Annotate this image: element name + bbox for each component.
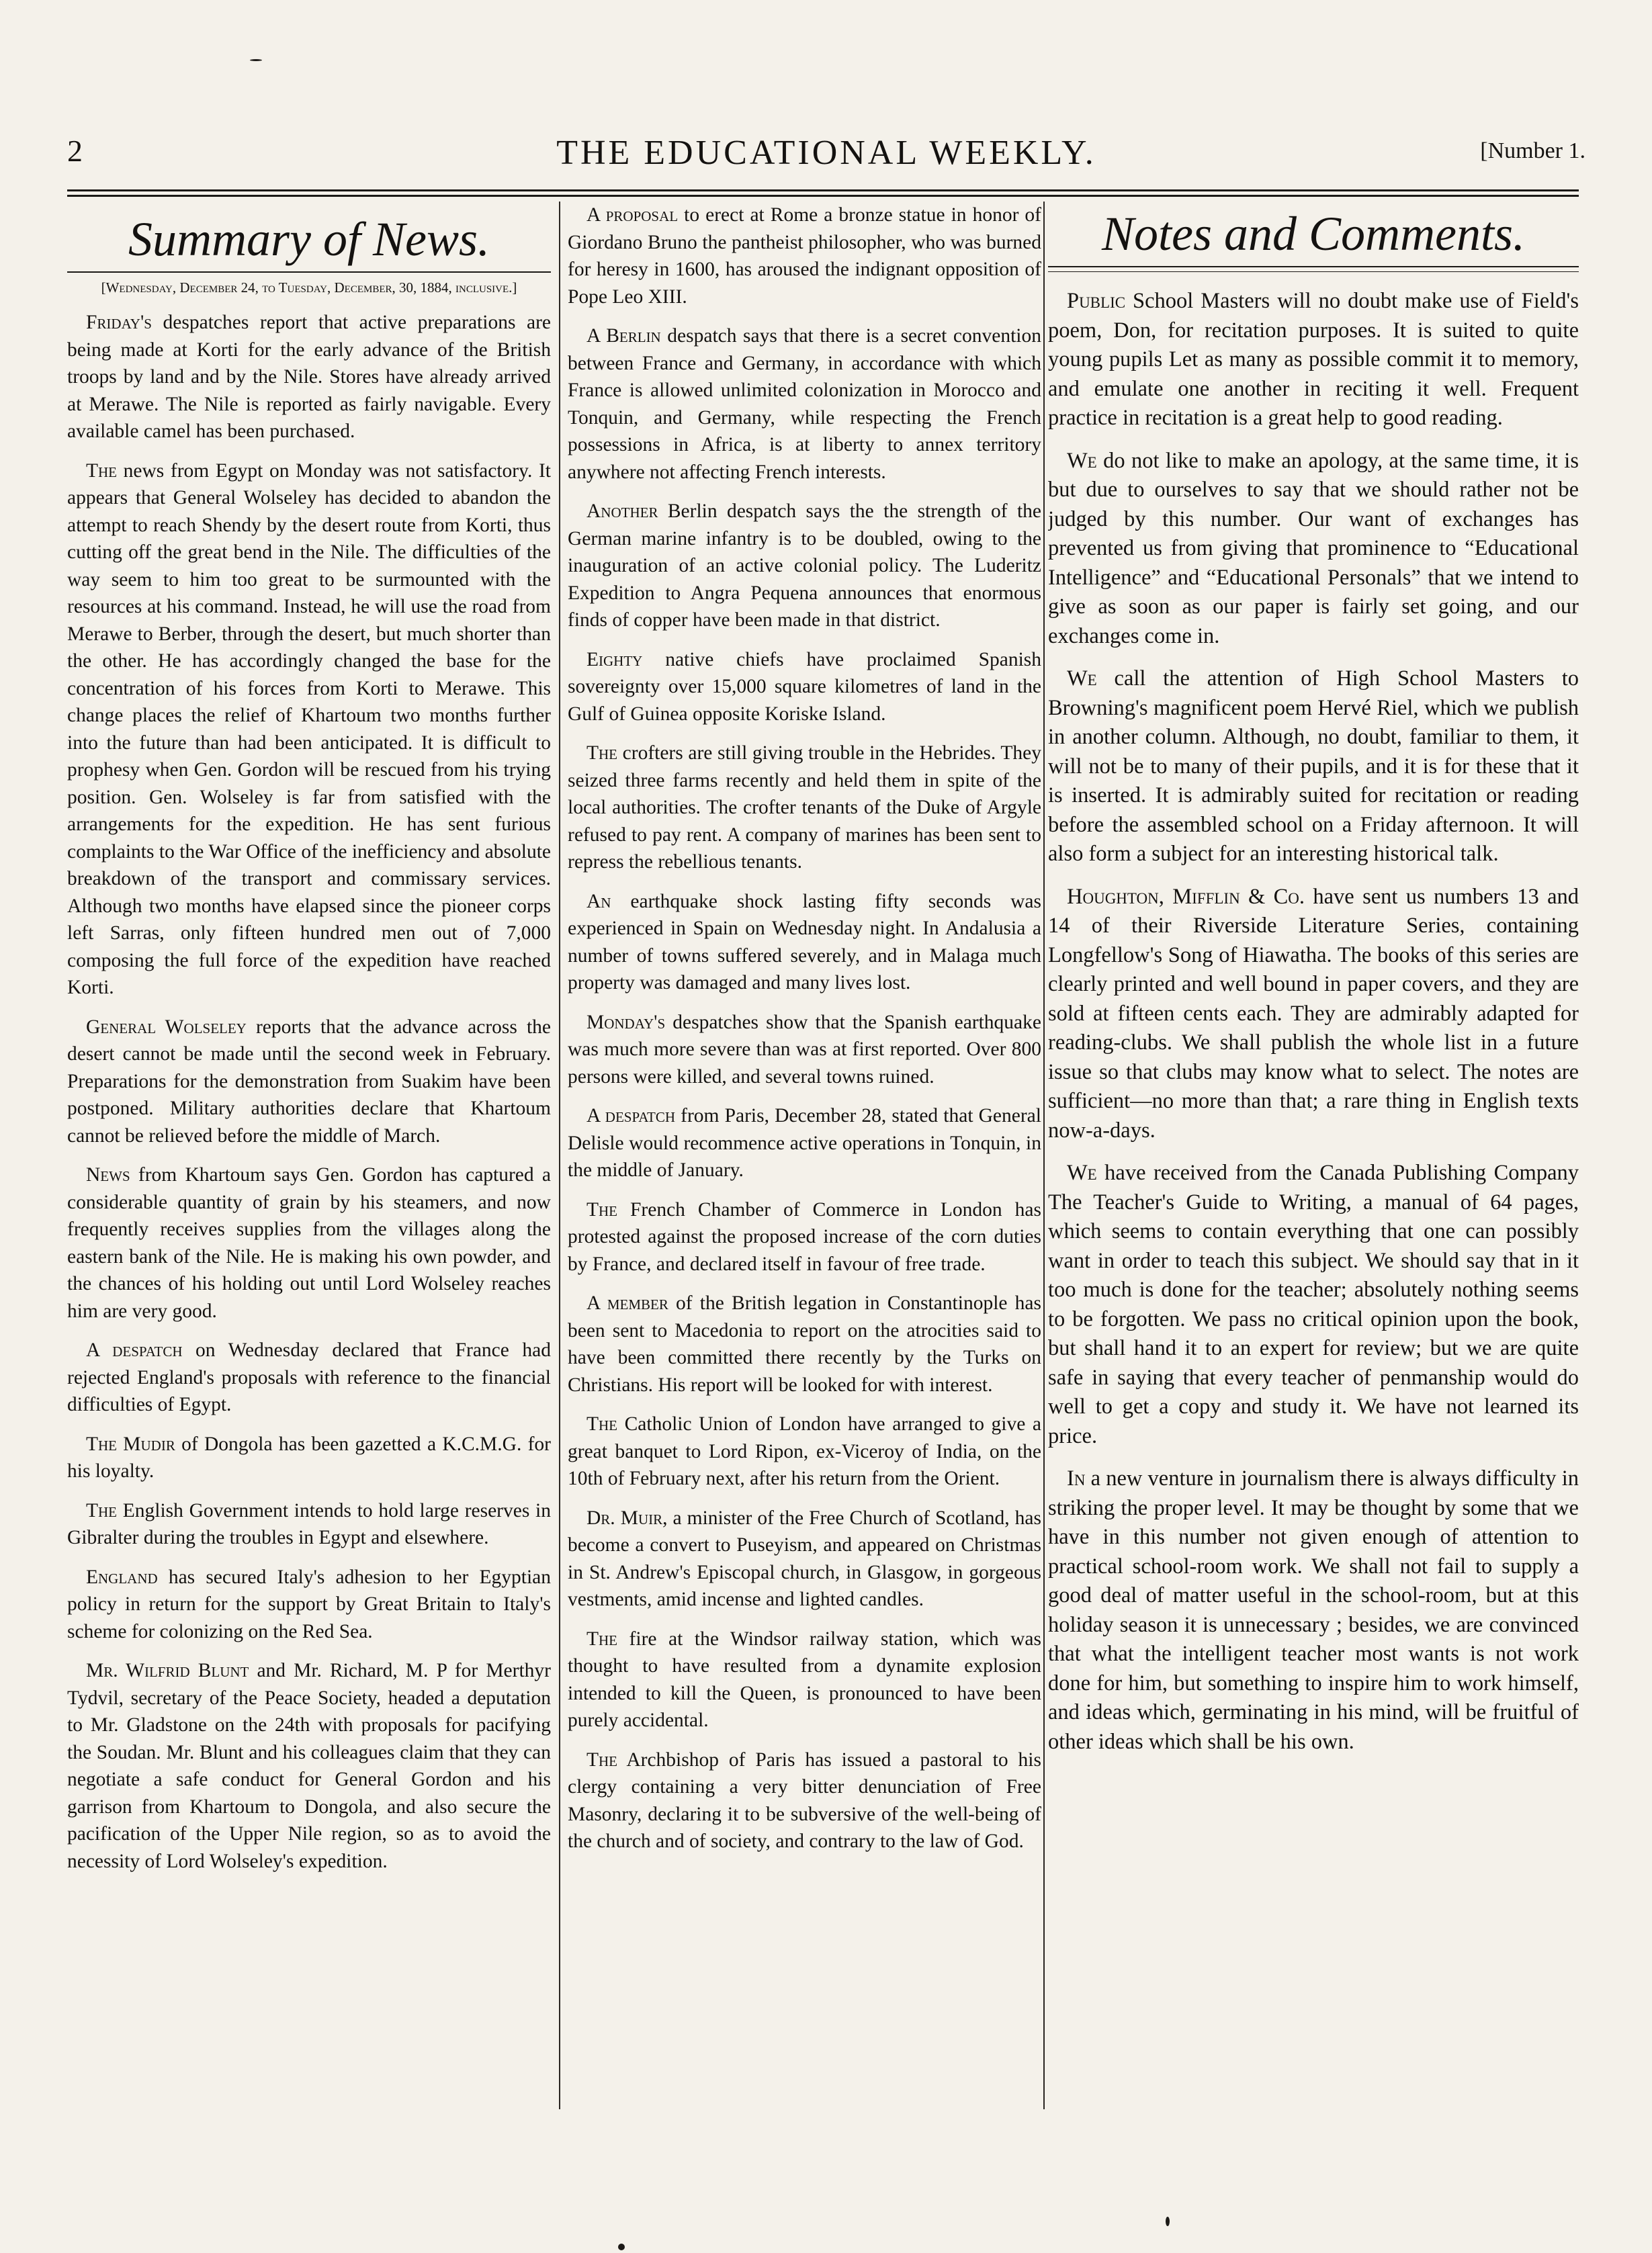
news-paragraph: [1048, 883, 1579, 1146]
paragraph-text: English Government intends to hold large reserves in Gibralter during the troubles in Egypt and elsewhere.: [67, 1499, 551, 1548]
dateline: [Wednesday, December 24, to Tuesday, December, 30, 1884, inclusive.]: [101, 279, 517, 296]
paragraph-lead: A proposal: [586, 204, 679, 226]
news-paragraph: [568, 1411, 1041, 1493]
print-speck: [618, 2244, 625, 2250]
paragraph-text: French Chamber of Commerce in London has protested against the proposed increase of the corn duties by France, and declared itself in favour of free trade.: [568, 1198, 1041, 1275]
paragraph-lead: An: [586, 890, 611, 912]
news-paragraph: [568, 1196, 1041, 1278]
page-number: 2: [67, 134, 83, 168]
news-paragraph: [67, 1014, 551, 1150]
news-continued-column: [568, 202, 1041, 2123]
column-heading: Notes and Comments.: [1102, 207, 1525, 261]
paragraph-text: native chiefs have proclaimed Spanish sovereignty over 15,000 square kilometres of land in the Gulf of Guinea opposite Koriske Island.: [568, 648, 1041, 725]
header-rule-top: [67, 189, 1579, 191]
news-paragraph: [568, 646, 1041, 728]
paragraph-text: call the attention of High School Masters to Browning's magnificent poem Hervé Riel, which we publish in another column. Although, no doubt, familiar to them, it will not be to many of their pupils, and it is for these that it is inserted. It is admirably suited for recitation or reading before the assembled school on a Friday afternoon. It will also form a subject for an interesting historical talk.: [1048, 666, 1579, 866]
paragraph-lead: We: [1067, 448, 1097, 473]
heading-rule: [67, 271, 551, 273]
paragraph-lead: Another: [586, 500, 658, 522]
heading-rule-thin: [1048, 271, 1579, 272]
paragraph-lead: The: [586, 742, 618, 764]
paragraph-lead: Friday's: [86, 312, 152, 333]
paragraph-lead: The: [586, 1749, 618, 1771]
paragraph-text: School Masters will no doubt make use of Field's poem, Don, for recitation purposes. It is suited to quite young pupils Let as many as possible commit it to memory, and emulate one another in reciting it well. Frequent practice in recitation is a great help to good reading.: [1048, 289, 1579, 430]
paragraph-lead: The Mudir: [86, 1433, 175, 1455]
paragraph-text: earthquake shock lasting fifty seconds was experienced in Spain on Wednesday night. In Andalusia a number of towns suffered severely, and in Malaga much property was damaged and many lives lost.: [568, 890, 1041, 993]
paragraph-lead: Dr. Muir,: [586, 1507, 668, 1529]
paragraph-text: from Khartoum says Gen. Gordon has captured a considerable quantity of grain by his steamers, and now frequently receives supplies from the villages along the eastern bank of the Nile. He is making his own powder, and the chances of his holding out until Lord Wolseley reaches him are very good.: [67, 1164, 551, 1322]
column-heading: Summary of News.: [128, 212, 490, 266]
news-paragraph: [568, 1505, 1041, 1614]
news-paragraph: [67, 1337, 551, 1419]
paragraph-lead: The: [586, 1198, 618, 1221]
paragraph-lead: The: [86, 1499, 118, 1521]
paragraph-lead: England: [86, 1566, 158, 1588]
news-paragraph: [568, 1290, 1041, 1399]
print-speck: [1166, 2217, 1170, 2226]
news-paragraph: [568, 322, 1041, 486]
paragraph-lead: We: [1067, 1161, 1097, 1185]
news-paragraph: [568, 740, 1041, 876]
news-paragraph: [1048, 1159, 1579, 1451]
paragraph-lead: We: [1067, 666, 1097, 691]
paragraph-text: have sent us numbers 13 and 14 of their Riverside Literature Series, containing Longfellow's Song of Hiawatha. The books of this series are clearly printed and well bound in paper covers, and they are sold at fifteen cents each. They are admirably adapted for reading-clubs. We shall publish the whole list in a future issue so that clubs may know what to select. The notes are sufficient—no more than that; a rare thing in English texts now-a-days.: [1048, 884, 1579, 1143]
news-paragraph: [67, 1431, 551, 1485]
news-paragraph: [568, 1626, 1041, 1734]
paragraph-text: from Paris, December 28, stated that General Delisle would recommence active operations in Tonquin, in the middle of January.: [568, 1105, 1041, 1181]
news-paragraph: [67, 1657, 551, 1875]
paragraph-lead: Houghton, Mifflin & Co.: [1067, 884, 1305, 909]
paragraph-lead: The: [586, 1628, 618, 1650]
news-paragraph: [568, 888, 1041, 997]
news-paragraph: [1048, 1464, 1579, 1757]
header-rule-bottom: [67, 195, 1579, 197]
paragraph-text: despatches show that the Spanish earthquake was much more severe than was at first reported. Over 800 persons were killed, and several towns ruined.: [568, 1011, 1041, 1088]
paragraph-text: Archbishop of Paris has issued a pastoral to his clergy containing a very bitter denunciation of Free Masonry, declaring it to be subversive of the well-being of the church and of society, and contrary to the law of God.: [568, 1749, 1041, 1852]
paragraph-lead: A despatch: [586, 1105, 676, 1126]
paragraph-text: has secured Italy's adhesion to her Egyptian policy in return for the support by Great Britain to Italy's scheme for colonizing on the Red Sea.: [67, 1566, 551, 1642]
paragraph-lead: Monday's: [586, 1011, 666, 1033]
news-paragraph: [568, 1009, 1041, 1091]
paragraph-text: Berlin despatch says the the strength of the German marine infantry is to be doubled, owing to the inauguration of an active colonial policy. The Luderitz Expedition to Angra Pequena announces that enormous finds of copper have been made in that district.: [568, 500, 1041, 631]
paragraph-text: news from Egypt on Monday was not satisfactory. It appears that General Wolseley has decided to abandon the attempt to reach Shendy by the desert route from Korti, thus cutting off the great bend in the Nile. The difficulties of the way seem to him too great to be surmounted with the resources at his command. Instead, he will use the road from Merawe to Berber, through the desert, but much shorter than the other. He has accordingly changed the base for the concentration of his forces from Korti to Merawe. This change places the relief of Khartoum two months further into the future than had been anticipated. It is difficult to prophesy when Gen. Gordon will be rescued from his trying position. Gen. Wolseley is far from satisfied with the arrangements for the expedition. He has sent furious complaints to the War Office of the inefficiency and absolute breakdown of the transport and commissary services. Although two months have elapsed since the pioneer corps left Sarras, only fifteen hundred men out of 7,000 composing the full force of the expedition have reached Korti.: [67, 459, 551, 998]
paragraph-text: a minister of the Free Church of Scotland, has become a convert to Puseyism, and appeared on Christmas in St. Andrew's Episcopal church, in Glasgow, in gorgeous vestments, amid incense and lighted candles.: [568, 1507, 1041, 1610]
paragraph-text: on Wednesday declared that France had rejected England's proposals with reference to the financial difficulties of Egypt.: [67, 1339, 551, 1415]
notes-and-comments-column: [1048, 202, 1579, 2123]
paragraph-text: crofters are still giving trouble in the Hebrides. They seized three farms recently and held them in spite of the local authorities. The crofter tenants of the Duke of Argyle refused to pay rent. A company of marines has been sent to repress the rebellious tenants.: [568, 742, 1041, 873]
news-paragraph: [67, 1497, 551, 1552]
news-paragraph: [568, 1102, 1041, 1184]
column-divider-1: [559, 202, 560, 2109]
news-paragraph: [67, 309, 551, 445]
news-paragraph: [568, 1747, 1041, 1855]
column-divider-2: [1043, 202, 1045, 2109]
news-paragraph: [1048, 664, 1579, 869]
paragraph-text: despatches report that active preparations are being made at Korti for the early advance of the British troops by land and by the Nile. Stores have already arrived at Merawe. The Nile is reported as fairly navigable. Every available camel has been purchased.: [67, 312, 551, 442]
issue-number: [Number 1.: [1480, 138, 1585, 163]
paragraph-text: fire at the Windsor railway station, which was thought to have resulted from a dynamite explosion intended to kill the Queen, is pronounced to have been purely accidental.: [568, 1628, 1041, 1731]
paragraph-text: despatch says that there is a secret convention between France and Germany, in accordance with which France is allowed unlimited colonization in Morocco and Tonquin, and Germany, while respecting the French possessions in Africa, is at liberty to annex territory anywhere not affecting French interests.: [568, 325, 1041, 483]
paragraph-text: Catholic Union of London have arranged to give a great banquet to Lord Ripon, ex-Viceroy of India, on the 10th of February next, after his return from the Orient.: [568, 1413, 1041, 1489]
news-paragraph: [568, 202, 1041, 310]
paragraph-text: have received from the Canada Publishing Company The Teacher's Guide to Writing, a manual of 64 pages, which seems to contain everything that one can possibly want in order to teach this subject. We should say that in it too much is done for the teacher; absolutely nothing seems to be forgotten. We pass no critical opinion upon the book, but shall hand it to an expert for review; but we are quite safe in saying that every teacher of penmanship would do well to get a copy and study it. We have not learned its price.: [1048, 1161, 1579, 1448]
print-speck: [250, 59, 262, 61]
paragraph-text: do not like to make an apology, at the same time, it is but due to ourselves to say that we should rather not be judged by this number. Our want of exchanges has prevented us from giving that prominence to “Educational Intelligence” and “Educational Personals” that we intend to give as soon as our paper is fairly set going, and our exchanges come in.: [1048, 448, 1579, 648]
paragraph-text: of Dongola has been gazetted a K.C.M.G. for his loyalty.: [67, 1433, 551, 1482]
paragraph-lead: The: [586, 1413, 618, 1435]
news-paragraph: [1048, 287, 1579, 433]
paragraph-text: reports that the advance across the desert cannot be made until the second week in February. Preparations for the demonstration from Suakim have been postponed. Military authorities declare that Khartoum cannot be relieved before the middle of March.: [67, 1016, 551, 1147]
news-paragraph: [67, 1161, 551, 1325]
paragraph-text: and Mr. Richard, M. P for Merthyr Tydvil, secretary of the Peace Society, headed a deputation to Mr. Gladstone on the 24th with proposals for pacifying the Soudan. Mr. Blunt and his colleagues claim that they can negotiate a safe conduct for General Gordon and his garrison from Khartoum to Dongola, and also secure the pacification of the Upper Nile region, so as to avoid the necessity of Lord Wolseley's expedition.: [67, 1660, 551, 1872]
paragraph-lead: A Berlin: [586, 325, 661, 347]
paragraph-lead: A despatch: [86, 1339, 183, 1361]
heading-rule: [1048, 266, 1579, 267]
paragraph-lead: A member: [586, 1292, 668, 1314]
news-paragraph: [67, 457, 551, 1002]
masthead-title: THE EDUCATIONAL WEEKLY.: [556, 134, 1096, 172]
summary-of-news-column: [67, 202, 551, 2123]
paragraph-lead: Public: [1067, 289, 1126, 313]
paragraph-lead: General Wolseley: [86, 1016, 247, 1038]
news-paragraph: [1048, 447, 1579, 652]
page-header: [67, 133, 1585, 180]
paragraph-text: a new venture in journalism there is always difficulty in striking the proper level. It may be thought by some that we have in this number not given enough of attention to practical school-room work. We shall not fail to supply a good deal of matter useful in the school-room, but at this holiday season it is unnecessary ; besides, we are convinced that what the intelligent teacher most wants is not work done for him, but something to inspire him to work himself, and ideas which, germinating in his mind, will be fruitful of other ideas which shall be his own.: [1048, 1466, 1579, 1754]
paragraph-text: of the British legation in Constantinople has been sent to Macedonia to report on the atrocities said to have been committed there recently by the Turks on Christians. His report will be looked for with interest.: [568, 1292, 1041, 1396]
news-paragraph: [568, 498, 1041, 634]
paragraph-lead: The: [86, 459, 118, 482]
paragraph-text: to erect at Rome a bronze statue in honor of Giordano Bruno the pantheist philosopher, who was burned for heresy in 1600, has aroused the indignant opposition of Pope Leo XIII.: [568, 204, 1041, 308]
paragraph-lead: Mr. Wilfrid Blunt: [86, 1660, 249, 1681]
paragraph-lead: News: [86, 1164, 130, 1186]
paragraph-lead: In: [1067, 1466, 1086, 1491]
news-paragraph: [67, 1564, 551, 1646]
paragraph-lead: Eighty: [586, 648, 643, 670]
